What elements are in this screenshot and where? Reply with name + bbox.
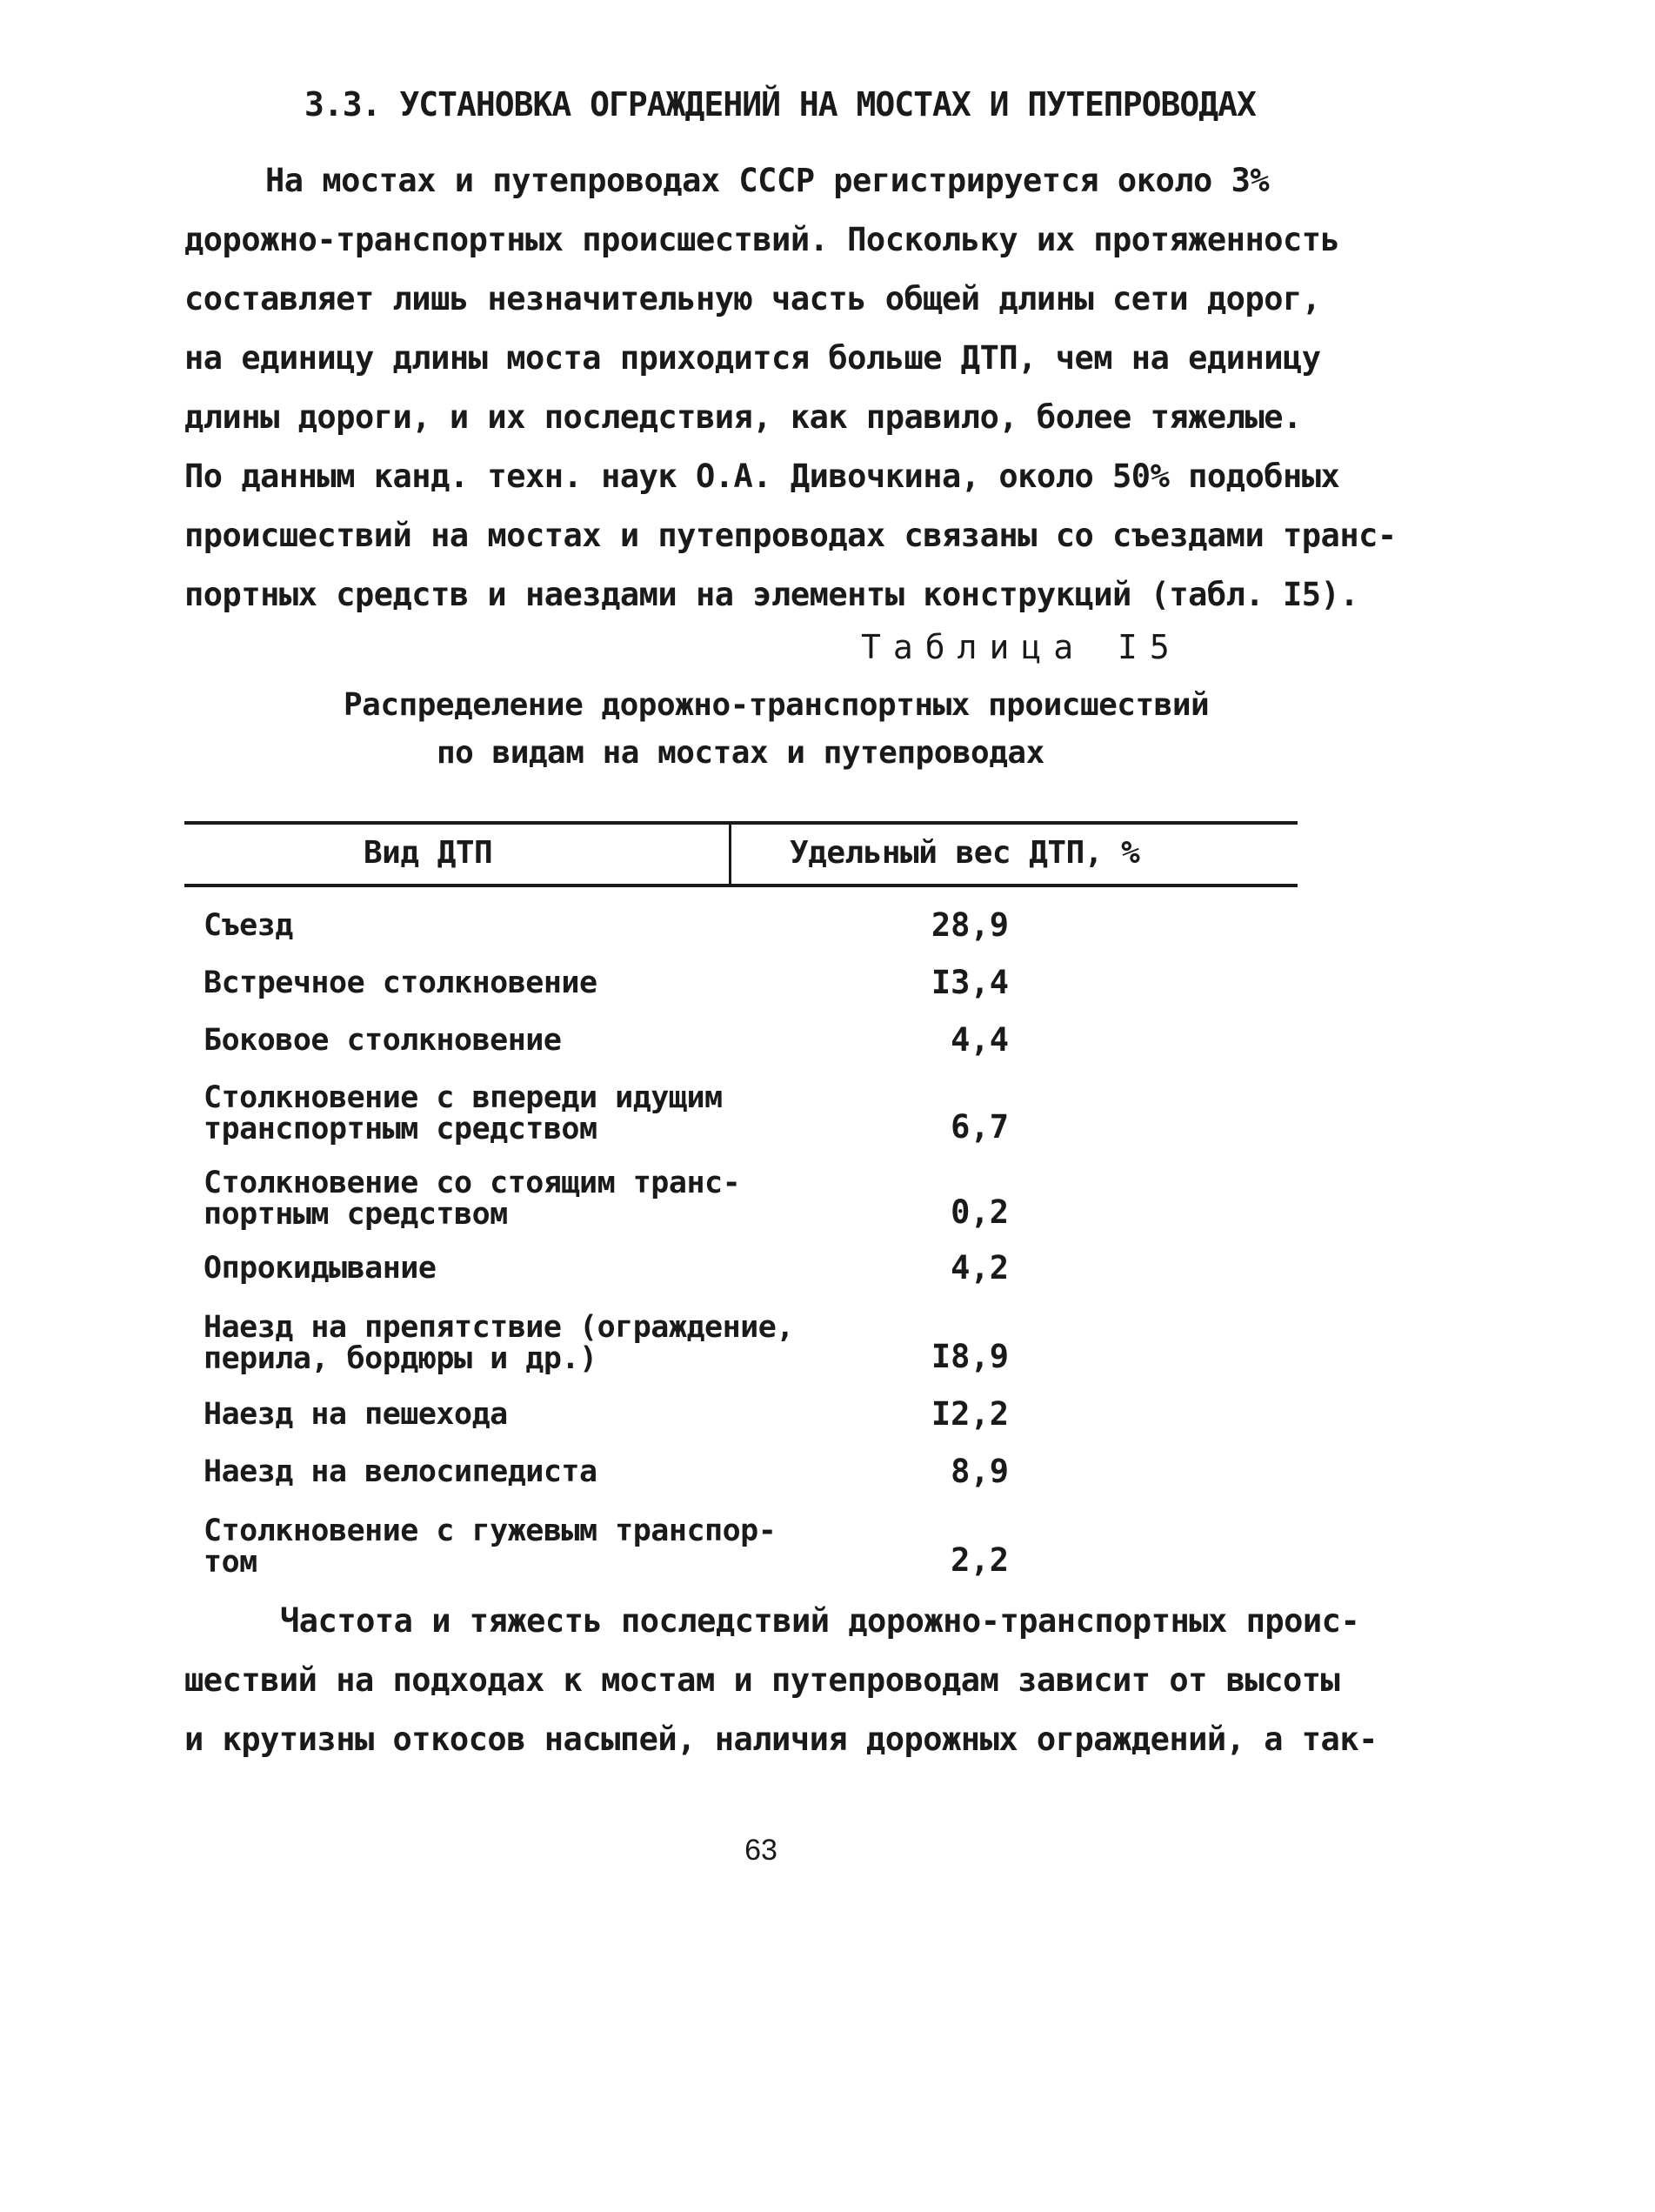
text-line: составляет лишь незначительную часть общей длины сети дорог, (184, 280, 1321, 317)
column-header-share: Удельный вес ДТП, % (790, 835, 1140, 871)
row-label: Наезд на пешехода (204, 1397, 508, 1432)
text-line: портных средств и наездами на элементы конструкций (табл. I5). (184, 576, 1359, 613)
text-line: длины дороги, и их последствия, как правило, более тяжелые. (184, 398, 1302, 436)
text-line: По данным канд. техн. наук О.А. Дивочкина, около 50% подобных (184, 458, 1340, 495)
row-label: Встречное столкновение (204, 966, 597, 1000)
text-line: На мостах и путепроводах СССР регистрируется около 3% (265, 162, 1270, 199)
row-label: Наезд на препятствие (ограждение, перила, бордюры и др.) (204, 1310, 794, 1376)
table-header-rule (184, 884, 1298, 887)
row-label: Наезд на велосипедиста (204, 1454, 597, 1489)
text-line: Частота и тяжесть последствий дорожно-транспортных проис- (280, 1602, 1360, 1640)
text-line: дорожно-транспортных происшествий. Поскольку их протяженность (184, 221, 1340, 258)
table-title-line-2: по видам на мостах и путепроводах (437, 735, 1044, 771)
table-top-rule (184, 821, 1298, 825)
row-value: 8,9 (951, 1453, 1009, 1490)
row-value: 4,4 (951, 1021, 1009, 1059)
text-line: на единицу длины моста приходится больше ДТП, чем на единицу (184, 339, 1321, 377)
column-header-type: Вид ДТП (364, 835, 493, 871)
table-title-line-1: Распределение дорожно-транспортных происшествий (344, 687, 1210, 723)
text-line: происшествий на мостах и путепроводах связаны со съездами транс- (184, 517, 1397, 554)
row-value: 0,2 (951, 1193, 1009, 1231)
row-value: I3,4 (931, 964, 1009, 1001)
row-label: Столкновение с впереди идущим транспортным средством (204, 1080, 723, 1146)
table-label: Таблица I5 (861, 628, 1182, 666)
text-line: шествий на подходах к мостам и путепроводам зависит от высоты (184, 1661, 1340, 1699)
row-label: Столкновение с гужевым транспор- том (204, 1514, 777, 1580)
row-value: 4,2 (951, 1249, 1009, 1286)
row-value: I2,2 (931, 1395, 1009, 1433)
row-value: 6,7 (951, 1108, 1009, 1146)
row-value: 2,2 (951, 1541, 1009, 1579)
row-value: I8,9 (931, 1338, 1009, 1375)
row-value: 28,9 (931, 906, 1009, 944)
section-heading: 3.3. УСТАНОВКА ОГРАЖДЕНИЙ НА МОСТАХ И ПУТЕПРОВОДАХ (304, 85, 1256, 124)
row-label: Съезд (204, 908, 293, 943)
row-label: Опрокидывание (204, 1251, 437, 1286)
row-label: Столкновение со стоящим транс- портным средством (204, 1166, 741, 1232)
text-line: и крутизны откосов насыпей, наличия дорожных ограждений, а так- (184, 1721, 1378, 1758)
table-column-divider (729, 825, 731, 885)
page-number: 63 (744, 1834, 777, 1867)
row-label: Боковое столкновение (204, 1023, 562, 1058)
